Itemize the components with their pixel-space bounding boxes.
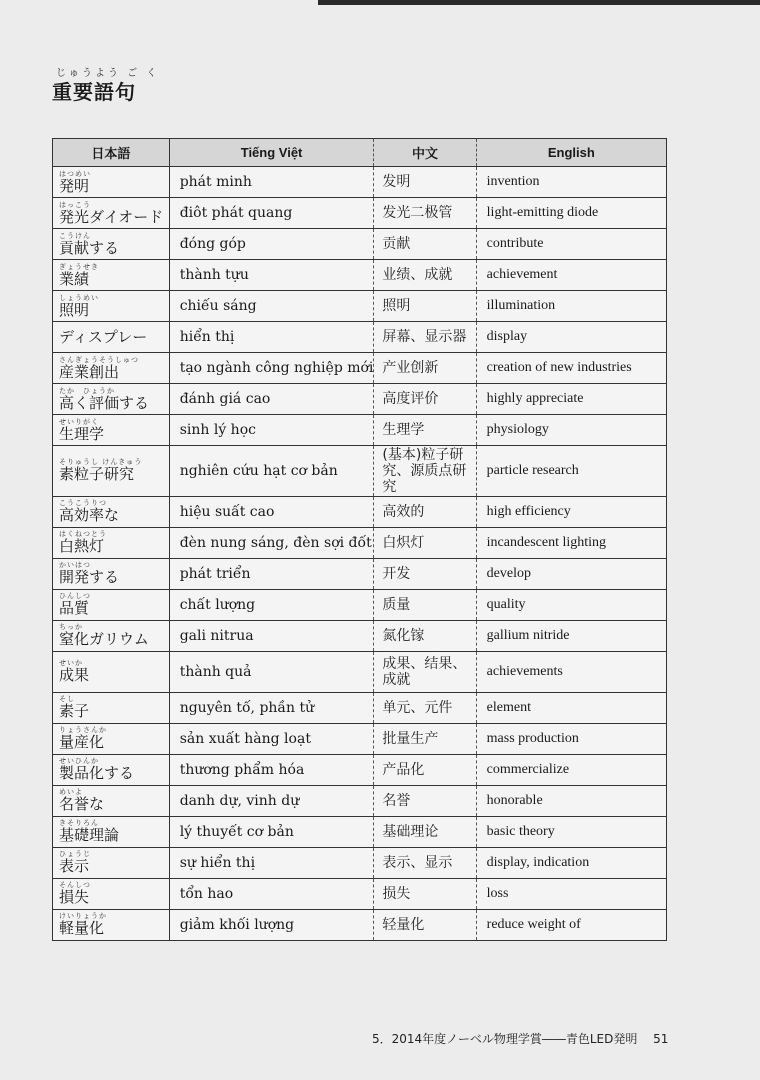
table-row — [53, 909, 667, 940]
chinese-cell: 轻量化 — [374, 909, 476, 940]
japanese-term: 量産化 — [59, 733, 105, 752]
japanese-term: 素粒子研究 — [59, 465, 135, 484]
table-row — [53, 816, 667, 847]
japanese-cell — [53, 229, 170, 260]
english-cell: achievement — [476, 260, 666, 291]
table-row — [53, 847, 667, 878]
japanese-cell — [53, 291, 170, 322]
japanese-term: 白熱灯 — [59, 537, 105, 556]
furigana: はくねつとう — [59, 530, 107, 539]
table-row — [53, 496, 667, 527]
chinese-cell: 产品化 — [374, 754, 476, 785]
page-number: 51 — [653, 1032, 669, 1046]
furigana: かいはつ — [59, 561, 91, 570]
section-heading — [52, 68, 159, 104]
chinese-cell: (基本)粒子研究、源质点研究 — [374, 446, 476, 497]
japanese-cell — [53, 415, 170, 446]
chinese-cell: 业绩、成就 — [374, 260, 476, 291]
chinese-cell: 产业创新 — [374, 353, 476, 384]
english-cell: display — [476, 322, 666, 353]
english-cell: creation of new industries — [476, 353, 666, 384]
japanese-term: 名誉な — [59, 795, 105, 814]
chinese-cell: 名誉 — [374, 785, 476, 816]
chinese-cell: 氮化镓 — [374, 620, 476, 651]
table-row — [53, 620, 667, 651]
japanese-cell — [53, 589, 170, 620]
vietnamese-cell: sinh lý học — [169, 415, 374, 446]
japanese-term: 貢献する — [59, 238, 120, 257]
japanese-cell — [53, 754, 170, 785]
japanese-term: 照明 — [59, 300, 90, 319]
japanese-cell — [53, 260, 170, 291]
table-row — [53, 322, 667, 353]
english-cell: invention — [476, 167, 666, 198]
table-row — [53, 527, 667, 558]
japanese-cell — [53, 692, 170, 723]
japanese-term: 高効率な — [59, 506, 120, 525]
vietnamese-cell: tổn hao — [169, 878, 374, 909]
table-row — [53, 260, 667, 291]
furigana: けいりょうか — [59, 912, 107, 921]
chinese-cell: 发明 — [374, 167, 476, 198]
english-cell: incandescent lighting — [476, 527, 666, 558]
english-cell: light-emitting diode — [476, 198, 666, 229]
chinese-cell: 单元、元件 — [374, 692, 476, 723]
vietnamese-cell: nghiên cứu hạt cơ bản — [169, 446, 374, 497]
english-cell: develop — [476, 558, 666, 589]
vietnamese-cell: đèn nung sáng, đèn sợi đốt — [169, 527, 374, 558]
furigana: しょうめい — [59, 293, 99, 302]
vietnamese-cell: chất lượng — [169, 589, 374, 620]
english-cell: quality — [476, 589, 666, 620]
vietnamese-cell: điôt phát quang — [169, 198, 374, 229]
japanese-term: ディスプレー — [59, 327, 148, 346]
japanese-cell — [53, 878, 170, 909]
header-english: English — [476, 139, 666, 167]
table-row — [53, 589, 667, 620]
table-row — [53, 291, 667, 322]
vietnamese-cell: lý thuyết cơ bản — [169, 816, 374, 847]
japanese-term: 製品化する — [59, 764, 135, 783]
english-cell: achievements — [476, 651, 666, 692]
furigana: ひょうじ — [59, 850, 91, 859]
english-cell: contribute — [476, 229, 666, 260]
furigana: そんしつ — [59, 881, 91, 890]
japanese-cell — [53, 785, 170, 816]
japanese-cell — [53, 558, 170, 589]
chinese-cell: 基础理论 — [374, 816, 476, 847]
furigana: きそりろん — [59, 819, 99, 828]
english-cell: particle research — [476, 446, 666, 497]
table-row — [53, 384, 667, 415]
english-cell: mass production — [476, 723, 666, 754]
japanese-term: 開発する — [59, 568, 120, 587]
vietnamese-cell: thương phẩm hóa — [169, 754, 374, 785]
japanese-term: 窒化ガリウム — [59, 630, 149, 649]
furigana: さんぎょうそうしゅつ — [59, 355, 139, 364]
top-rule — [318, 0, 760, 5]
page-footer — [372, 1030, 668, 1047]
furigana: ひんしつ — [59, 592, 91, 601]
english-cell: display, indication — [476, 847, 666, 878]
table-row — [53, 446, 667, 497]
japanese-cell — [53, 322, 170, 353]
english-cell: illumination — [476, 291, 666, 322]
chinese-cell: 开发 — [374, 558, 476, 589]
header-vietnamese: Tiếng Việt — [169, 139, 374, 167]
vietnamese-cell: nguyên tố, phần tử — [169, 692, 374, 723]
chinese-cell: 批量生产 — [374, 723, 476, 754]
japanese-term: 生理学 — [59, 424, 105, 443]
japanese-term: 表示 — [59, 857, 90, 876]
header-chinese: 中文 — [374, 139, 476, 167]
furigana: こうけん — [59, 231, 91, 240]
table-row — [53, 651, 667, 692]
japanese-term: 発明 — [59, 176, 90, 195]
japanese-cell — [53, 167, 170, 198]
chinese-cell: 高度评价 — [374, 384, 476, 415]
vietnamese-cell: sự hiển thị — [169, 847, 374, 878]
chinese-cell: 表示、显示 — [374, 847, 476, 878]
japanese-cell — [53, 620, 170, 651]
chinese-cell: 屏幕、显示器 — [374, 322, 476, 353]
english-cell: commercialize — [476, 754, 666, 785]
chinese-cell: 成果、结果、成就 — [374, 651, 476, 692]
vietnamese-cell: thành quả — [169, 651, 374, 692]
japanese-term: 品質 — [59, 599, 90, 618]
furigana: そし — [59, 695, 75, 704]
furigana: そりゅうし けんきゅう — [59, 458, 143, 467]
vietnamese-cell: đóng góp — [169, 229, 374, 260]
japanese-term: 素子 — [59, 702, 90, 721]
table-body — [53, 167, 667, 941]
table-header-row — [53, 139, 667, 167]
english-cell: loss — [476, 878, 666, 909]
chinese-cell: 生理学 — [374, 415, 476, 446]
english-cell: reduce weight of — [476, 909, 666, 940]
table-row — [53, 692, 667, 723]
furigana: たか ひょうか — [59, 386, 115, 395]
vietnamese-cell: danh dự, vinh dự — [169, 785, 374, 816]
japanese-cell — [53, 353, 170, 384]
japanese-term: 基礎理論 — [59, 826, 120, 845]
english-cell: gallium nitride — [476, 620, 666, 651]
footer-chapter-title: 5．2014年度ノーベル物理学賞――青色LED発明 — [372, 1032, 638, 1046]
table-row — [53, 229, 667, 260]
furigana: ぎょうせき — [59, 262, 99, 271]
furigana: りょうさんか — [59, 726, 107, 735]
japanese-cell — [53, 527, 170, 558]
vietnamese-cell: chiếu sáng — [169, 291, 374, 322]
japanese-term: 成果 — [59, 666, 90, 685]
table-row — [53, 167, 667, 198]
japanese-cell — [53, 816, 170, 847]
japanese-cell — [53, 198, 170, 229]
vietnamese-cell: thành tựu — [169, 260, 374, 291]
english-cell: highly appreciate — [476, 384, 666, 415]
furigana: はっこう — [59, 200, 91, 209]
english-cell: basic theory — [476, 816, 666, 847]
heading-ruby: じゅうよう ご く — [56, 68, 160, 79]
vietnamese-cell: tạo ngành công nghiệp mới — [169, 353, 374, 384]
table-row — [53, 558, 667, 589]
chinese-cell: 照明 — [374, 291, 476, 322]
japanese-cell — [53, 651, 170, 692]
japanese-cell — [53, 847, 170, 878]
japanese-term: 発光ダイオード — [59, 207, 164, 226]
furigana: せいひんか — [59, 757, 99, 766]
chinese-cell: 白炽灯 — [374, 527, 476, 558]
vietnamese-cell: phát triển — [169, 558, 374, 589]
chinese-cell: 质量 — [374, 589, 476, 620]
japanese-cell — [53, 496, 170, 527]
table-row — [53, 723, 667, 754]
table-row — [53, 415, 667, 446]
furigana: せいりがく — [59, 417, 99, 426]
japanese-term: 高く評価する — [59, 393, 150, 412]
table-row — [53, 754, 667, 785]
japanese-term: 損失 — [59, 888, 90, 907]
furigana: はつめい — [59, 169, 91, 178]
furigana: ちっか — [59, 623, 83, 632]
vietnamese-cell: đánh giá cao — [169, 384, 374, 415]
english-cell: physiology — [476, 415, 666, 446]
chinese-cell: 贡献 — [374, 229, 476, 260]
japanese-term: 産業創出 — [59, 362, 120, 381]
furigana: こうこうりつ — [59, 499, 107, 508]
table-row — [53, 353, 667, 384]
vietnamese-cell: hiển thị — [169, 322, 374, 353]
japanese-cell — [53, 446, 170, 497]
furigana: せいか — [59, 659, 83, 668]
table-row — [53, 785, 667, 816]
english-cell: honorable — [476, 785, 666, 816]
japanese-cell — [53, 723, 170, 754]
vocabulary-table — [52, 138, 667, 941]
japanese-term: 軽量化 — [59, 919, 105, 938]
vietnamese-cell: sản xuất hàng loạt — [169, 723, 374, 754]
table-row — [53, 198, 667, 229]
chinese-cell: 损失 — [374, 878, 476, 909]
vietnamese-cell: gali nitrua — [169, 620, 374, 651]
vietnamese-cell: phát minh — [169, 167, 374, 198]
japanese-term: 業績 — [59, 269, 90, 288]
table-row — [53, 878, 667, 909]
vietnamese-cell: giảm khối lượng — [169, 909, 374, 940]
english-cell: element — [476, 692, 666, 723]
chinese-cell: 发光二极管 — [374, 198, 476, 229]
header-japanese: 日本語 — [53, 139, 170, 167]
vietnamese-cell: hiệu suất cao — [169, 496, 374, 527]
page-title: 重要語句 — [52, 80, 136, 104]
furigana: めいよ — [59, 788, 83, 797]
english-cell: high efficiency — [476, 496, 666, 527]
japanese-cell — [53, 909, 170, 940]
chinese-cell: 高效的 — [374, 496, 476, 527]
japanese-cell — [53, 384, 170, 415]
